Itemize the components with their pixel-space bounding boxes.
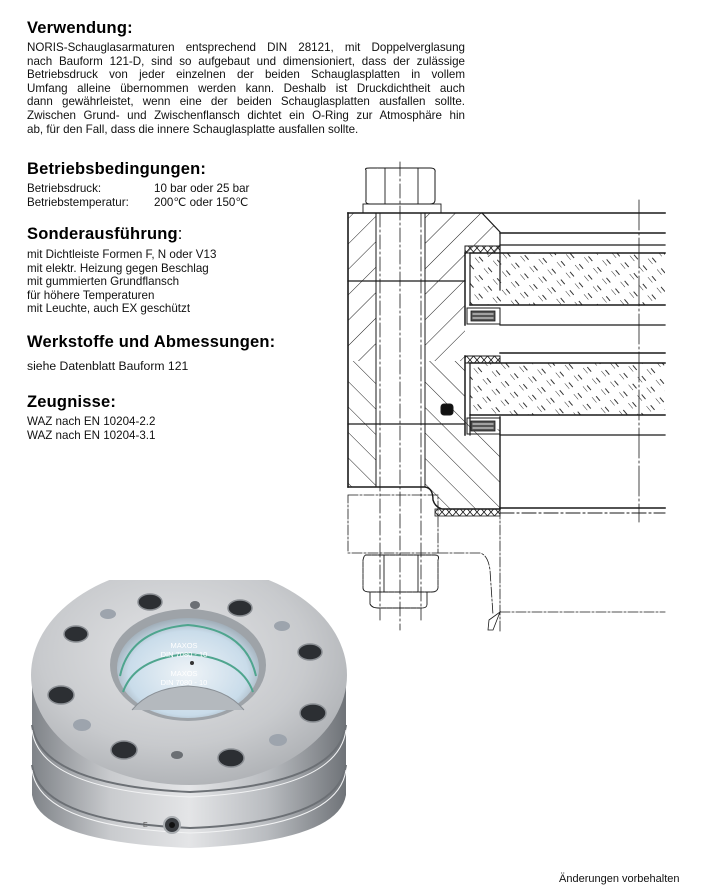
lower-flange-phantom [348,495,665,632]
text-line: Betriebsdruck von jeder einzelnen der beiden Schauglasplatten in vollem [27,68,465,82]
side-marking: E [143,822,148,829]
heading-zeugnisse: Zeugnisse: [27,393,117,411]
glass-marking-brand: MAXOS [170,641,198,650]
gasket-lower [435,509,500,516]
list-item: mit Leuchte, auch EX geschützt [27,302,191,316]
werkstoffe-text: siehe Datenblatt Bauform 121 [27,359,189,373]
heading-verwendung: Verwendung: [27,19,133,37]
text-line: dann gewährleistet, wenn eine der beiden Schauglasplatten ausfallen sollte. [27,95,465,109]
gasket-middle [465,356,500,363]
spacer-upper [467,308,500,324]
list-item: mit Dichtleiste Formen F, N oder V13 [27,248,217,261]
text-line: nach Bauform 121-D, sind so aufgebaut und dimensioniert, dass der zulässige [27,54,465,68]
list-item: für höhere Temperaturen [27,288,155,302]
heading-betriebsbedingungen: Betriebsbedingungen: [27,160,207,178]
condition-row-temperature [27,196,249,210]
condition-row-pressure [27,182,249,196]
special-versions-list [27,248,216,316]
glass-marking-brand: MAXOS [170,669,198,678]
list-item: mit gummierten Grundflansch [27,275,180,289]
gasket-upper [465,246,500,253]
technical-drawing [330,160,708,650]
condition-label: Betriebstemperatur: [27,195,129,209]
list-item: WAZ nach EN 10204-2.2 [27,415,156,428]
bolt-head-top [363,168,441,213]
text-line: ab, für den Fall, dass die innere Schauglasplatte ausfallen sollte. [27,122,359,136]
heading-werkstoffe: Werkstoffe und Abmessungen: [27,333,276,351]
sight-glass-bore [110,609,266,721]
text-line: NORIS-Schauglasarmaturen entsprechend DIN 28121, mit Doppelverglasung [27,41,465,54]
bolt-shaft [380,162,421,630]
list-item: mit elektr. Heizung gegen Beschlag [27,261,209,275]
product-photo [20,580,360,850]
bolt-nut-bottom [363,555,439,608]
certificates-list [27,415,155,442]
text-line: Zwischen Grund- und Zwischenflansch dichtet ein O-Ring zur Atmosphäre hin [27,108,465,122]
heading-sonderausfuehrung [27,225,183,244]
heading-text: Sonderausführung [27,225,178,243]
condition-value: 200℃ oder 150℃ [154,195,249,209]
glass-marking-standard: DIN 7080 - 10 [160,678,208,687]
condition-value: 10 bar oder 25 bar [154,182,250,195]
list-item: WAZ nach EN 10204-3.1 [27,428,156,442]
heading-colon: : [177,225,183,243]
paragraph-verwendung [27,41,465,136]
glass-marking-standard: DIN 7080 - 10 [160,650,208,659]
o-ring [441,404,453,415]
text-line: Umfang alleine übernommen werden kann. Deshalb ist Druckdichtheit auch [27,81,465,95]
reference-lines [500,200,665,522]
footer-note: Änderungen vorbehalten [559,873,680,885]
operating-conditions-table [27,182,249,209]
condition-label: Betriebsdruck: [27,182,102,195]
